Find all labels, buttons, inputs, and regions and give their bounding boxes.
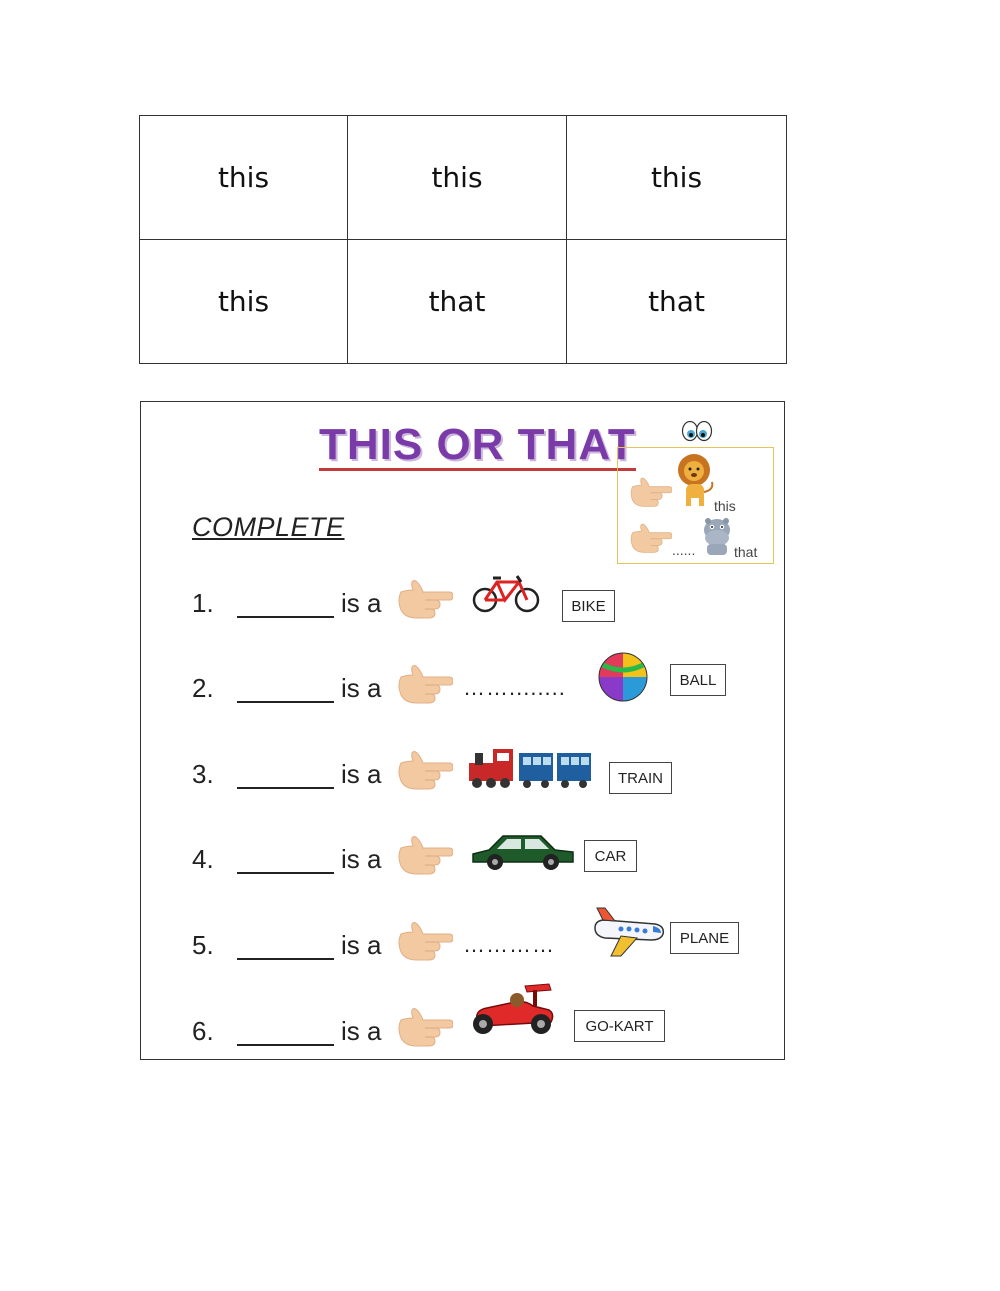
- exercise-text: is a: [341, 1016, 382, 1046]
- table-cell: that: [348, 240, 567, 364]
- word-label: TRAIN: [609, 762, 672, 794]
- exercise-row: [141, 826, 786, 896]
- table-cell: this: [567, 116, 787, 240]
- ball-icon: [597, 651, 649, 703]
- legend-box: [617, 447, 774, 564]
- lion-icon: [674, 452, 716, 508]
- table-cell: this: [140, 116, 348, 240]
- exercise-number: 4.: [192, 844, 214, 874]
- exercise-text: is a: [341, 759, 382, 789]
- hippo-icon: [698, 516, 736, 556]
- legend-near-label: this: [714, 498, 736, 514]
- bicycle-icon: [471, 570, 541, 614]
- exercise-number: 1.: [192, 588, 214, 618]
- pointing-hand-icon: [395, 578, 453, 620]
- word-label: CAR: [584, 840, 637, 872]
- table-row: [140, 116, 787, 240]
- go-kart-icon: [467, 982, 559, 1042]
- train-icon: [467, 743, 595, 791]
- pointing-hand-icon: [395, 749, 453, 791]
- exercise-number: 6.: [192, 1016, 214, 1046]
- car-icon: [469, 828, 577, 872]
- answer-blank[interactable]: [237, 616, 334, 618]
- exercise-text: is a: [341, 930, 382, 960]
- pointing-hand-icon: [628, 522, 672, 554]
- worksheet-title: THIS OR THAT: [319, 420, 636, 469]
- pointing-hand-icon: [395, 834, 453, 876]
- exercise-row: [141, 741, 786, 811]
- word-label: BALL: [670, 664, 726, 696]
- legend-far-label: that: [734, 544, 758, 560]
- table-row: [140, 240, 787, 364]
- pointing-hand-icon: [395, 1006, 453, 1048]
- word-label: BIKE: [562, 590, 615, 622]
- answer-dots[interactable]: ……........: [463, 675, 566, 700]
- exercise-text: is a: [341, 844, 382, 874]
- worksheet-subtitle: COMPLETE: [192, 512, 345, 542]
- answer-dots[interactable]: …………: [463, 932, 555, 957]
- exercise-number: 5.: [192, 930, 214, 960]
- exercise-row: [141, 655, 786, 725]
- table-cell: this: [140, 240, 348, 364]
- exercise-number: 2.: [192, 673, 214, 703]
- pointing-hand-icon: [628, 476, 672, 508]
- legend-far-dots: ......: [672, 542, 696, 558]
- eyes-icon: [681, 420, 713, 442]
- exercise-row: [141, 570, 786, 640]
- answer-blank[interactable]: [237, 1044, 334, 1046]
- exercise-row: [141, 912, 786, 982]
- exercise-number: 3.: [192, 759, 214, 789]
- worksheet: [140, 401, 785, 1060]
- answer-blank[interactable]: [237, 872, 334, 874]
- exercise-text: is a: [341, 588, 382, 618]
- pointing-hand-icon: [395, 663, 453, 705]
- pointing-hand-icon: [395, 920, 453, 962]
- table-cell: this: [348, 116, 567, 240]
- answer-blank[interactable]: [237, 958, 334, 960]
- word-label: PLANE: [670, 922, 739, 954]
- word-table: [139, 115, 787, 364]
- word-label: GO-KART: [574, 1010, 665, 1042]
- exercise-row: [141, 998, 786, 1068]
- answer-blank[interactable]: [237, 787, 334, 789]
- table-cell: that: [567, 240, 787, 364]
- answer-blank[interactable]: [237, 701, 334, 703]
- exercise-text: is a: [341, 673, 382, 703]
- plane-icon: [591, 906, 667, 960]
